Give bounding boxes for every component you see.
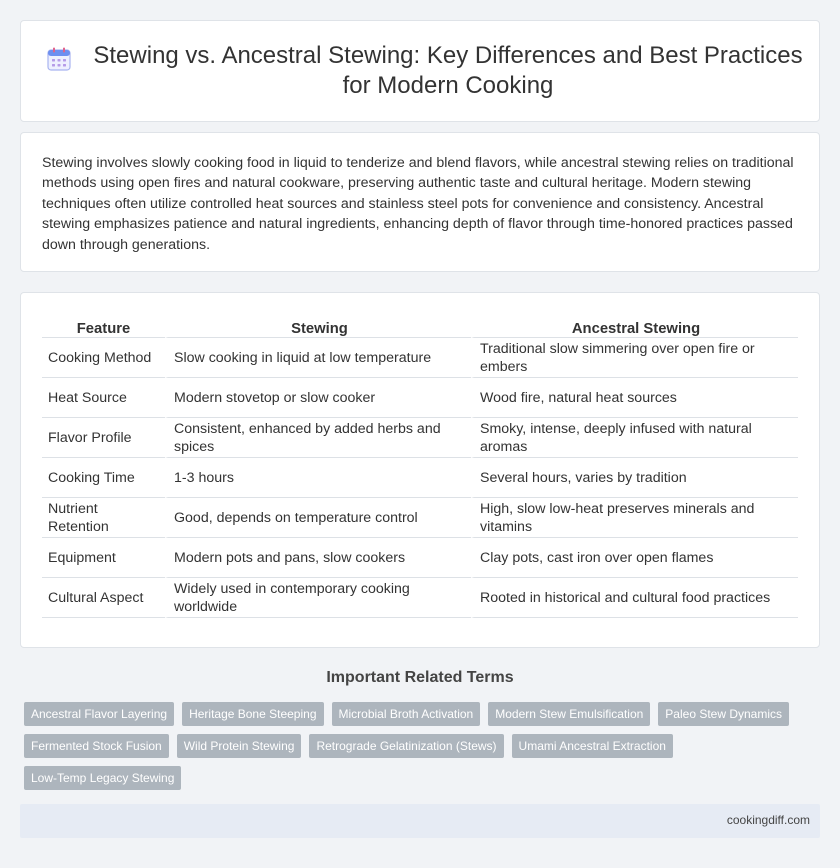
table-cell-stewing: Consistent, enhanced by added herbs and spices — [165, 418, 471, 458]
related-term-tag[interactable]: Wild Protein Stewing — [177, 734, 302, 758]
table-cell-ancestral: Traditional slow simmering over open fire or embers — [471, 338, 798, 378]
page-title: Stewing vs. Ancestral Stewing: Key Differences and Best Practices for Modern Cooking — [93, 42, 803, 99]
related-term-tag[interactable]: Heritage Bone Steeping — [182, 702, 323, 726]
column-header-stewing: Stewing — [165, 315, 471, 338]
table-cell-stewing: Good, depends on temperature control — [165, 498, 471, 538]
table-row — [42, 458, 798, 498]
table-cell-feature: Cooking Time — [42, 458, 165, 498]
related-terms-list — [24, 702, 804, 798]
calendar-icon — [45, 45, 73, 73]
table-cell-ancestral: Smoky, intense, deeply infused with natural aromas — [471, 418, 798, 458]
related-term-tag[interactable]: Ancestral Flavor Layering — [24, 702, 174, 726]
related-terms-title: Important Related Terms — [326, 669, 514, 686]
footer-site-link[interactable]: cookingdiff.com — [726, 813, 810, 827]
table-cell-feature: Cultural Aspect — [42, 578, 165, 618]
related-term-tag[interactable]: Low-Temp Legacy Stewing — [24, 766, 181, 790]
table-cell-feature: Flavor Profile — [42, 418, 165, 458]
column-header-ancestral: Ancestral Stewing — [471, 315, 798, 338]
footer — [20, 804, 820, 838]
intro-paragraph: Stewing involves slowly cooking food in liquid to tenderize and blend flavors, while ancestral stewing relies on traditional methods using open fires and natural cookware, preserving authentic taste and cultural heritage. Modern stewing techniques often utilize controlled heat sources and stainless steel pots for convenience and consistency. Ancestral stewing emphasizes patience and natural ingredients, enhancing depth of flavor through time-honored practices passed down through generations. — [42, 155, 794, 253]
table-cell-feature: Equipment — [42, 538, 165, 578]
table-row — [42, 578, 798, 618]
table-cell-stewing: Widely used in contemporary cooking worldwide — [165, 578, 471, 618]
column-header-feature: Feature — [42, 315, 165, 338]
table-cell-ancestral: Clay pots, cast iron over open flames — [471, 538, 798, 578]
table-cell-feature: Cooking Method — [42, 338, 165, 378]
related-term-tag[interactable]: Retrograde Gelatinization (Stews) — [309, 734, 503, 758]
related-term-tag[interactable]: Paleo Stew Dynamics — [658, 702, 789, 726]
table-cell-stewing: 1-3 hours — [165, 458, 471, 498]
table-row — [42, 338, 798, 378]
table-cell-ancestral: Rooted in historical and cultural food practices — [471, 578, 798, 618]
related-term-tag[interactable]: Modern Stew Emulsification — [488, 702, 650, 726]
table-cell-feature: Heat Source — [42, 378, 165, 418]
related-term-tag[interactable]: Microbial Broth Activation — [332, 702, 481, 726]
table-row — [42, 378, 798, 418]
header-card — [20, 20, 820, 122]
table-row — [42, 498, 798, 538]
comparison-card — [20, 292, 820, 648]
table-cell-stewing: Slow cooking in liquid at low temperature — [165, 338, 471, 378]
table-cell-stewing: Modern pots and pans, slow cookers — [165, 538, 471, 578]
table-cell-ancestral: Wood fire, natural heat sources — [471, 378, 798, 418]
table-row — [42, 538, 798, 578]
table-cell-stewing: Modern stovetop or slow cooker — [165, 378, 471, 418]
title-wrap — [45, 41, 803, 101]
table-cell-feature: Nutrient Retention — [42, 498, 165, 538]
table-cell-ancestral: Several hours, varies by tradition — [471, 458, 798, 498]
table-header-row — [42, 315, 798, 338]
table-row — [42, 418, 798, 458]
intro-card — [20, 132, 820, 272]
comparison-table — [42, 315, 798, 618]
table-cell-ancestral: High, slow low-heat preserves minerals and vitamins — [471, 498, 798, 538]
related-term-tag[interactable]: Fermented Stock Fusion — [24, 734, 169, 758]
related-term-tag[interactable]: Umami Ancestral Extraction — [512, 734, 673, 758]
